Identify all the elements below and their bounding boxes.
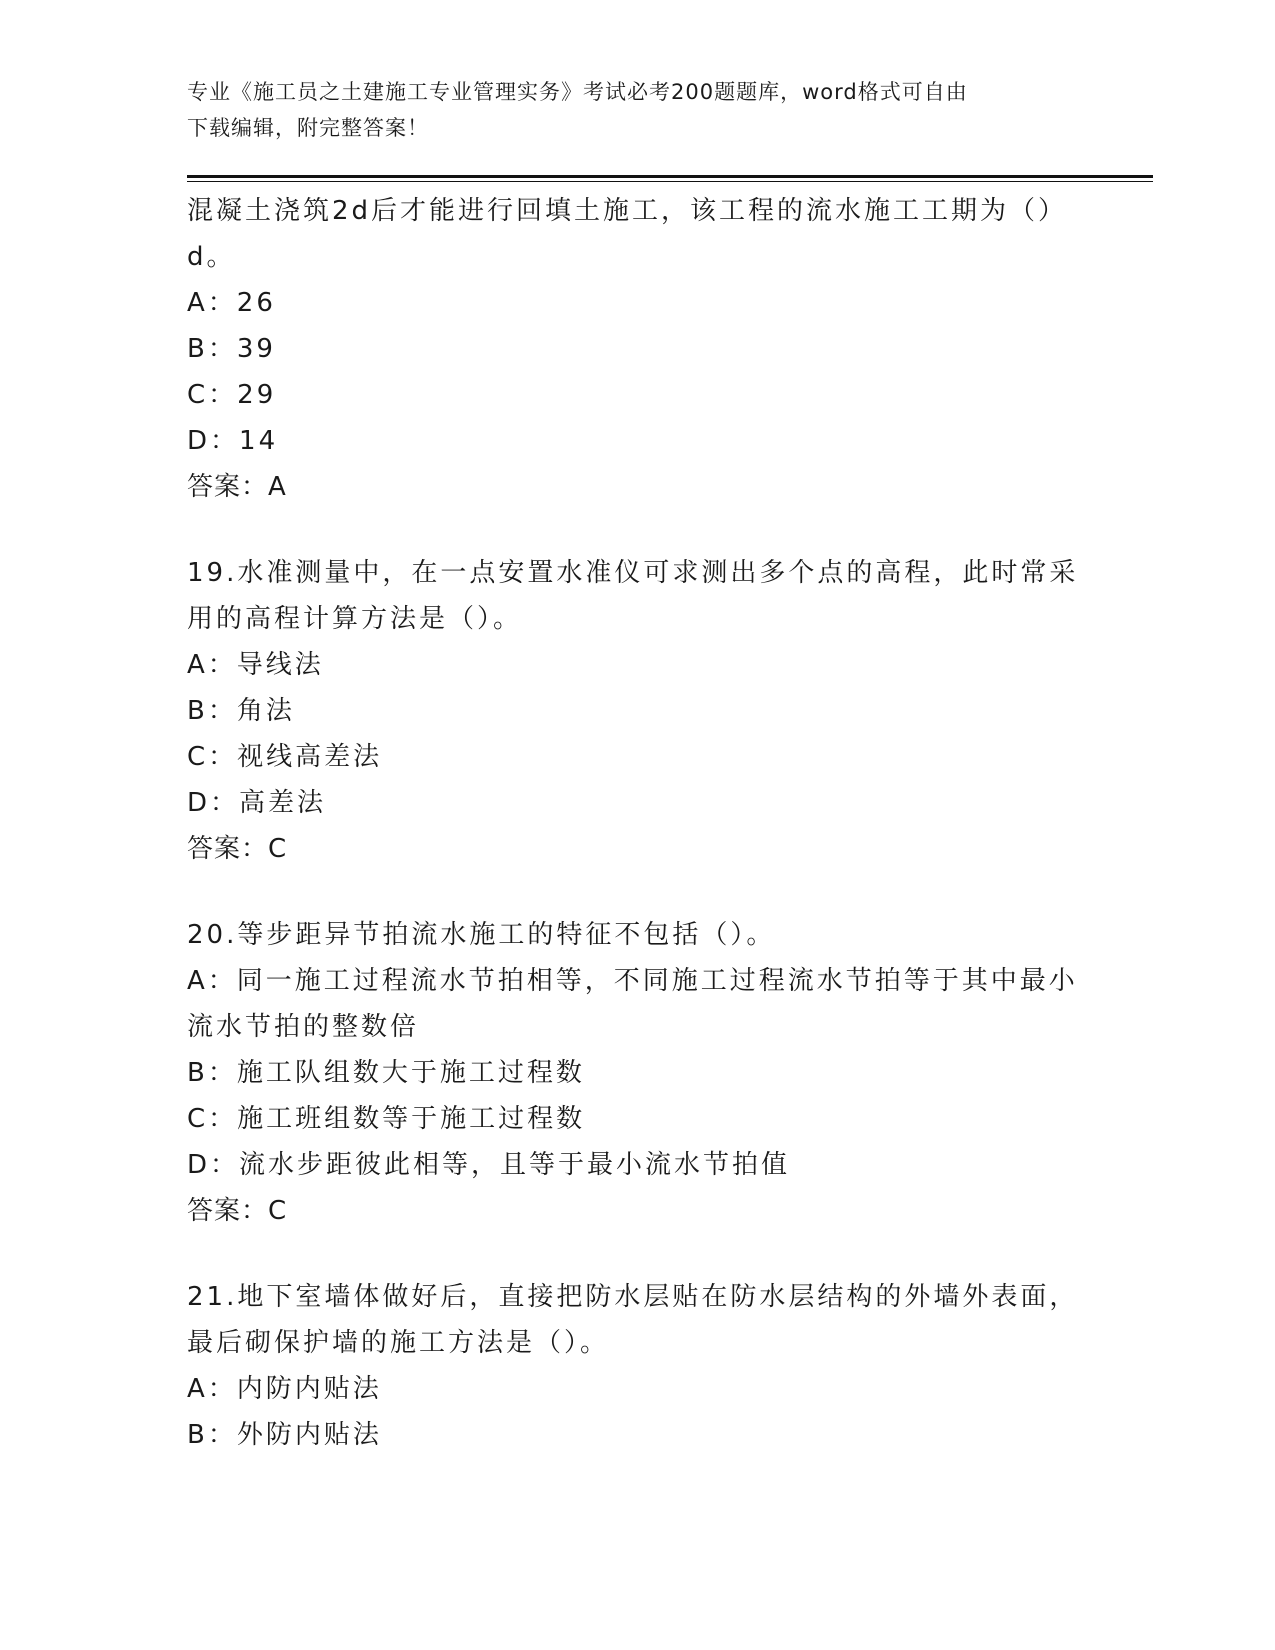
question-stem-line: d。	[187, 242, 236, 272]
answer-line: 答案：C	[187, 834, 288, 864]
option-c: C：29	[187, 380, 277, 410]
header-line-2: 下载编辑，附完整答案！	[187, 116, 429, 140]
option-c: C：视线高差法	[187, 742, 383, 772]
question-stem-line: 20.等步距异节拍流水施工的特征不包括（）。	[187, 920, 776, 950]
question-list	[187, 188, 1087, 1458]
question-block-20	[187, 912, 1087, 1234]
option-a: A：同一施工过程流水节拍相等，不同施工过程流水节拍等于其中最小	[187, 966, 1078, 996]
question-stem-line: 19.水准测量中，在一点安置水准仪可求测出多个点的高程，此时常采	[187, 558, 1079, 588]
spacer	[187, 872, 1087, 912]
spacer	[187, 510, 1087, 550]
option-a: A：导线法	[187, 650, 324, 680]
question-block-21	[187, 1274, 1087, 1458]
header-line-1: 专业《施工员之土建施工专业管理实务》考试必考200题题库，word格式可自由	[187, 80, 968, 104]
option-d: D：14	[187, 426, 279, 456]
question-stem-line: 21.地下室墙体做好后，直接把防水层贴在防水层结构的外墙外表面，	[187, 1282, 1079, 1312]
option-d: D：流水步距彼此相等，且等于最小流水节拍值	[187, 1150, 791, 1180]
option-a: A：内防内贴法	[187, 1374, 382, 1404]
option-a: A：26	[187, 288, 276, 318]
option-b: B：外防内贴法	[187, 1420, 382, 1450]
header-divider-thick	[187, 175, 1153, 178]
question-block-prev	[187, 188, 1087, 510]
option-b: B：施工队组数大于施工过程数	[187, 1058, 585, 1088]
answer-line: 答案：C	[187, 1196, 288, 1226]
spacer	[187, 1234, 1087, 1274]
header-divider-thin	[187, 181, 1153, 182]
question-stem-line: 用的高程计算方法是（）。	[187, 604, 523, 634]
question-stem-line: 混凝土浇筑2d后才能进行回填土施工，该工程的流水施工工期为（）	[187, 196, 1068, 226]
option-c: C：施工班组数等于施工过程数	[187, 1104, 586, 1134]
answer-line: 答案：A	[187, 472, 287, 502]
option-a-continued: 流水节拍的整数倍	[187, 1012, 420, 1042]
document-header	[187, 74, 1067, 146]
option-d: D：高差法	[187, 788, 327, 818]
question-stem-line: 最后砌保护墙的施工方法是（）。	[187, 1328, 610, 1358]
option-b: B：39	[187, 334, 276, 364]
option-b: B：角法	[187, 696, 295, 726]
question-block-19	[187, 550, 1087, 872]
